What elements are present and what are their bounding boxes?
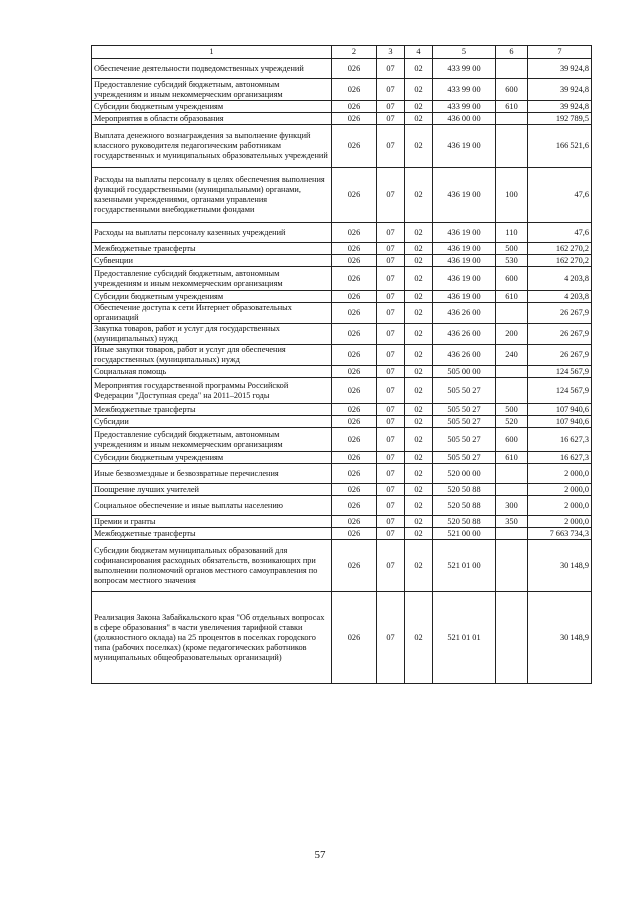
section-code-cell: 07 [377, 113, 405, 125]
item-name-cell: Выплата денежного вознаграждения за выполнение функций классного руководителя педагогическим работникам государственных и муниципальных образовательных учреждений [92, 125, 332, 168]
subsection-code-cell: 02 [405, 592, 433, 684]
target-article-cell: 436 26 00 [433, 324, 496, 345]
item-name-cell: Иные закупки товаров, работ и услуг для обеспечения государственных (муниципальных) нужд [92, 345, 332, 366]
section-code-cell: 07 [377, 484, 405, 496]
target-article-cell: 436 19 00 [433, 125, 496, 168]
column-header: 6 [496, 46, 528, 59]
subsection-code-cell: 02 [405, 416, 433, 428]
section-code-cell: 07 [377, 516, 405, 528]
section-code-cell: 07 [377, 366, 405, 378]
target-article-cell: 505 50 27 [433, 378, 496, 404]
item-name-cell: Предоставление субсидий бюджетным, автономным учреждениям и иным некоммерческим организациям [92, 79, 332, 101]
item-name-cell: Поощрение лучших учителей [92, 484, 332, 496]
subsection-code-cell: 02 [405, 540, 433, 592]
amount-cell: 162 270,2 [528, 243, 592, 255]
amount-cell: 39 924,8 [528, 59, 592, 79]
expense-type-cell [496, 113, 528, 125]
expense-type-cell: 200 [496, 324, 528, 345]
table-row [92, 291, 592, 303]
column-header: 4 [405, 46, 433, 59]
section-code-cell: 07 [377, 496, 405, 516]
ministry-code-cell: 026 [332, 516, 377, 528]
amount-cell: 30 148,9 [528, 592, 592, 684]
subsection-code-cell: 02 [405, 101, 433, 113]
ministry-code-cell: 026 [332, 243, 377, 255]
amount-cell: 192 789,5 [528, 113, 592, 125]
item-name-cell: Мероприятия государственной программы Российской Федерации "Доступная среда" на 2011–2015 годы [92, 378, 332, 404]
target-article-cell: 505 50 27 [433, 428, 496, 452]
item-name-cell: Социальная помощь [92, 366, 332, 378]
amount-cell: 124 567,9 [528, 366, 592, 378]
target-article-cell: 520 00 00 [433, 464, 496, 484]
section-code-cell: 07 [377, 267, 405, 291]
expense-type-cell: 500 [496, 243, 528, 255]
amount-cell: 2 000,0 [528, 484, 592, 496]
item-name-cell: Иные безвозмездные и безвозвратные перечисления [92, 464, 332, 484]
item-name-cell: Закупка товаров, работ и услуг для государственных (муниципальных) нужд [92, 324, 332, 345]
ministry-code-cell: 026 [332, 496, 377, 516]
amount-cell: 107 940,6 [528, 416, 592, 428]
ministry-code-cell: 026 [332, 255, 377, 267]
ministry-code-cell: 026 [332, 464, 377, 484]
table-row [92, 125, 592, 168]
target-article-cell: 521 01 00 [433, 540, 496, 592]
table-row [92, 303, 592, 324]
column-header: 1 [92, 46, 332, 59]
ministry-code-cell: 026 [332, 291, 377, 303]
target-article-cell: 436 26 00 [433, 303, 496, 324]
subsection-code-cell: 02 [405, 452, 433, 464]
section-code-cell: 07 [377, 592, 405, 684]
table-row [92, 416, 592, 428]
expense-type-cell: 610 [496, 101, 528, 113]
expense-type-cell [496, 378, 528, 404]
target-article-cell: 433 99 00 [433, 79, 496, 101]
expense-type-cell: 600 [496, 428, 528, 452]
budget-table [91, 45, 592, 684]
item-name-cell: Премии и гранты [92, 516, 332, 528]
section-code-cell: 07 [377, 223, 405, 243]
page-number: 57 [314, 849, 326, 861]
section-code-cell: 07 [377, 452, 405, 464]
target-article-cell: 433 99 00 [433, 101, 496, 113]
table-row [92, 464, 592, 484]
target-article-cell: 436 00 00 [433, 113, 496, 125]
amount-cell: 16 627,3 [528, 428, 592, 452]
table-row [92, 378, 592, 404]
table-row [92, 267, 592, 291]
target-article-cell: 521 01 01 [433, 592, 496, 684]
item-name-cell: Социальное обеспечение и иные выплаты населению [92, 496, 332, 516]
target-article-cell: 436 19 00 [433, 168, 496, 223]
ministry-code-cell: 026 [332, 592, 377, 684]
column-header: 7 [528, 46, 592, 59]
section-code-cell: 07 [377, 528, 405, 540]
section-code-cell: 07 [377, 101, 405, 113]
subsection-code-cell: 02 [405, 113, 433, 125]
item-name-cell: Предоставление субсидий бюджетным, автономным учреждениям и иным некоммерческим организациям [92, 267, 332, 291]
ministry-code-cell: 026 [332, 484, 377, 496]
subsection-code-cell: 02 [405, 267, 433, 291]
amount-cell: 26 267,9 [528, 345, 592, 366]
ministry-code-cell: 026 [332, 267, 377, 291]
ministry-code-cell: 026 [332, 404, 377, 416]
table-row [92, 516, 592, 528]
section-code-cell: 07 [377, 464, 405, 484]
subsection-code-cell: 02 [405, 516, 433, 528]
item-name-cell: Межбюджетные трансферты [92, 243, 332, 255]
table-row [92, 366, 592, 378]
amount-cell: 2 000,0 [528, 496, 592, 516]
expense-type-cell [496, 540, 528, 592]
target-article-cell: 505 50 27 [433, 452, 496, 464]
subsection-code-cell: 02 [405, 243, 433, 255]
section-code-cell: 07 [377, 540, 405, 592]
subsection-code-cell: 02 [405, 378, 433, 404]
expense-type-cell [496, 484, 528, 496]
subsection-code-cell: 02 [405, 404, 433, 416]
ministry-code-cell: 026 [332, 113, 377, 125]
table-row [92, 113, 592, 125]
expense-type-cell: 610 [496, 291, 528, 303]
table-body [92, 59, 592, 684]
table-row [92, 101, 592, 113]
target-article-cell: 505 50 27 [433, 404, 496, 416]
expense-type-cell [496, 528, 528, 540]
table-row [92, 255, 592, 267]
amount-cell: 26 267,9 [528, 303, 592, 324]
amount-cell: 107 940,6 [528, 404, 592, 416]
target-article-cell: 520 50 88 [433, 496, 496, 516]
expense-type-cell: 300 [496, 496, 528, 516]
target-article-cell: 436 19 00 [433, 255, 496, 267]
section-code-cell: 07 [377, 404, 405, 416]
section-code-cell: 07 [377, 345, 405, 366]
table-row [92, 540, 592, 592]
expense-type-cell [496, 464, 528, 484]
ministry-code-cell: 026 [332, 59, 377, 79]
table-header-row [92, 46, 592, 59]
section-code-cell: 07 [377, 291, 405, 303]
target-article-cell: 436 19 00 [433, 291, 496, 303]
amount-cell: 47,6 [528, 168, 592, 223]
target-article-cell: 520 50 88 [433, 484, 496, 496]
subsection-code-cell: 02 [405, 528, 433, 540]
expense-type-cell [496, 303, 528, 324]
item-name-cell: Расходы на выплаты персоналу казенных учреждений [92, 223, 332, 243]
section-code-cell: 07 [377, 59, 405, 79]
amount-cell: 47,6 [528, 223, 592, 243]
target-article-cell: 436 19 00 [433, 243, 496, 255]
expense-type-cell: 520 [496, 416, 528, 428]
section-code-cell: 07 [377, 378, 405, 404]
item-name-cell: Субсидии бюджетным учреждениям [92, 452, 332, 464]
ministry-code-cell: 026 [332, 378, 377, 404]
ministry-code-cell: 026 [332, 125, 377, 168]
ministry-code-cell: 026 [332, 416, 377, 428]
section-code-cell: 07 [377, 428, 405, 452]
expense-type-cell [496, 125, 528, 168]
subsection-code-cell: 02 [405, 303, 433, 324]
table-row [92, 428, 592, 452]
section-code-cell: 07 [377, 303, 405, 324]
subsection-code-cell: 02 [405, 464, 433, 484]
amount-cell: 166 521,6 [528, 125, 592, 168]
subsection-code-cell: 02 [405, 223, 433, 243]
expense-type-cell: 110 [496, 223, 528, 243]
expense-type-cell: 530 [496, 255, 528, 267]
amount-cell: 16 627,3 [528, 452, 592, 464]
expense-type-cell [496, 592, 528, 684]
item-name-cell: Реализация Закона Забайкальского края "Об отдельных вопросах в сфере образования" в части увеличения тарифной ставки (должностного оклада) на 25 процентов в поселках городского типа (рабочих поселках) (кроме педагогических работников муниципальных общеобразовательных организаций) [92, 592, 332, 684]
section-code-cell: 07 [377, 324, 405, 345]
subsection-code-cell: 02 [405, 59, 433, 79]
amount-cell: 4 203,8 [528, 291, 592, 303]
subsection-code-cell: 02 [405, 168, 433, 223]
table-row [92, 496, 592, 516]
section-code-cell: 07 [377, 243, 405, 255]
ministry-code-cell: 026 [332, 79, 377, 101]
subsection-code-cell: 02 [405, 291, 433, 303]
amount-cell: 162 270,2 [528, 255, 592, 267]
section-code-cell: 07 [377, 168, 405, 223]
amount-cell: 39 924,8 [528, 101, 592, 113]
column-header: 2 [332, 46, 377, 59]
target-article-cell: 505 50 27 [433, 416, 496, 428]
item-name-cell: Межбюджетные трансферты [92, 404, 332, 416]
ministry-code-cell: 026 [332, 223, 377, 243]
target-article-cell: 436 19 00 [433, 223, 496, 243]
target-article-cell: 436 26 00 [433, 345, 496, 366]
amount-cell: 7 663 734,3 [528, 528, 592, 540]
target-article-cell: 521 00 00 [433, 528, 496, 540]
subsection-code-cell: 02 [405, 79, 433, 101]
ministry-code-cell: 026 [332, 528, 377, 540]
ministry-code-cell: 026 [332, 428, 377, 452]
subsection-code-cell: 02 [405, 496, 433, 516]
column-header: 3 [377, 46, 405, 59]
section-code-cell: 07 [377, 125, 405, 168]
item-name-cell: Субсидии бюджетным учреждениям [92, 291, 332, 303]
expense-type-cell [496, 366, 528, 378]
table-row [92, 528, 592, 540]
ministry-code-cell: 026 [332, 452, 377, 464]
target-article-cell: 505 00 00 [433, 366, 496, 378]
item-name-cell: Субсидии [92, 416, 332, 428]
table-row [92, 223, 592, 243]
amount-cell: 2 000,0 [528, 516, 592, 528]
item-name-cell: Межбюджетные трансферты [92, 528, 332, 540]
subsection-code-cell: 02 [405, 366, 433, 378]
target-article-cell: 520 50 88 [433, 516, 496, 528]
item-name-cell: Обеспечение доступа к сети Интернет образовательных организаций [92, 303, 332, 324]
ministry-code-cell: 026 [332, 324, 377, 345]
subsection-code-cell: 02 [405, 345, 433, 366]
column-header: 5 [433, 46, 496, 59]
expense-type-cell: 500 [496, 404, 528, 416]
amount-cell: 2 000,0 [528, 464, 592, 484]
table-row [92, 243, 592, 255]
ministry-code-cell: 026 [332, 540, 377, 592]
amount-cell: 30 148,9 [528, 540, 592, 592]
table-row [92, 592, 592, 684]
amount-cell: 39 924,8 [528, 79, 592, 101]
table-row [92, 452, 592, 464]
subsection-code-cell: 02 [405, 255, 433, 267]
item-name-cell: Предоставление субсидий бюджетным, автономным учреждениям и иным некоммерческим организациям [92, 428, 332, 452]
section-code-cell: 07 [377, 79, 405, 101]
section-code-cell: 07 [377, 416, 405, 428]
expense-type-cell: 610 [496, 452, 528, 464]
ministry-code-cell: 026 [332, 345, 377, 366]
expense-type-cell: 100 [496, 168, 528, 223]
expense-type-cell [496, 59, 528, 79]
item-name-cell: Расходы на выплаты персоналу в целях обеспечения выполнения функций государственными (муниципальными) органами, казенными учреждениями, органами управления государственными внебюджетными фондами [92, 168, 332, 223]
target-article-cell: 436 19 00 [433, 267, 496, 291]
subsection-code-cell: 02 [405, 324, 433, 345]
table-row [92, 59, 592, 79]
item-name-cell: Обеспечение деятельности подведомственных учреждений [92, 59, 332, 79]
expense-type-cell: 240 [496, 345, 528, 366]
table-row [92, 404, 592, 416]
ministry-code-cell: 026 [332, 168, 377, 223]
target-article-cell: 433 99 00 [433, 59, 496, 79]
subsection-code-cell: 02 [405, 125, 433, 168]
item-name-cell: Субсидии бюджетам муниципальных образований для софинансирования расходных обязательств, возникающих при выполнении полномочий органов местного самоуправления по вопросам местного значения [92, 540, 332, 592]
table-row [92, 324, 592, 345]
expense-type-cell: 600 [496, 79, 528, 101]
amount-cell: 124 567,9 [528, 378, 592, 404]
amount-cell: 26 267,9 [528, 324, 592, 345]
item-name-cell: Мероприятия в области образования [92, 113, 332, 125]
item-name-cell: Субвенции [92, 255, 332, 267]
budget-sheet [91, 45, 591, 684]
subsection-code-cell: 02 [405, 484, 433, 496]
ministry-code-cell: 026 [332, 303, 377, 324]
ministry-code-cell: 026 [332, 101, 377, 113]
expense-type-cell: 350 [496, 516, 528, 528]
ministry-code-cell: 026 [332, 366, 377, 378]
table-row [92, 79, 592, 101]
expense-type-cell: 600 [496, 267, 528, 291]
section-code-cell: 07 [377, 255, 405, 267]
item-name-cell: Субсидии бюджетным учреждениям [92, 101, 332, 113]
table-row [92, 168, 592, 223]
amount-cell: 4 203,8 [528, 267, 592, 291]
table-row [92, 345, 592, 366]
table-row [92, 484, 592, 496]
subsection-code-cell: 02 [405, 428, 433, 452]
